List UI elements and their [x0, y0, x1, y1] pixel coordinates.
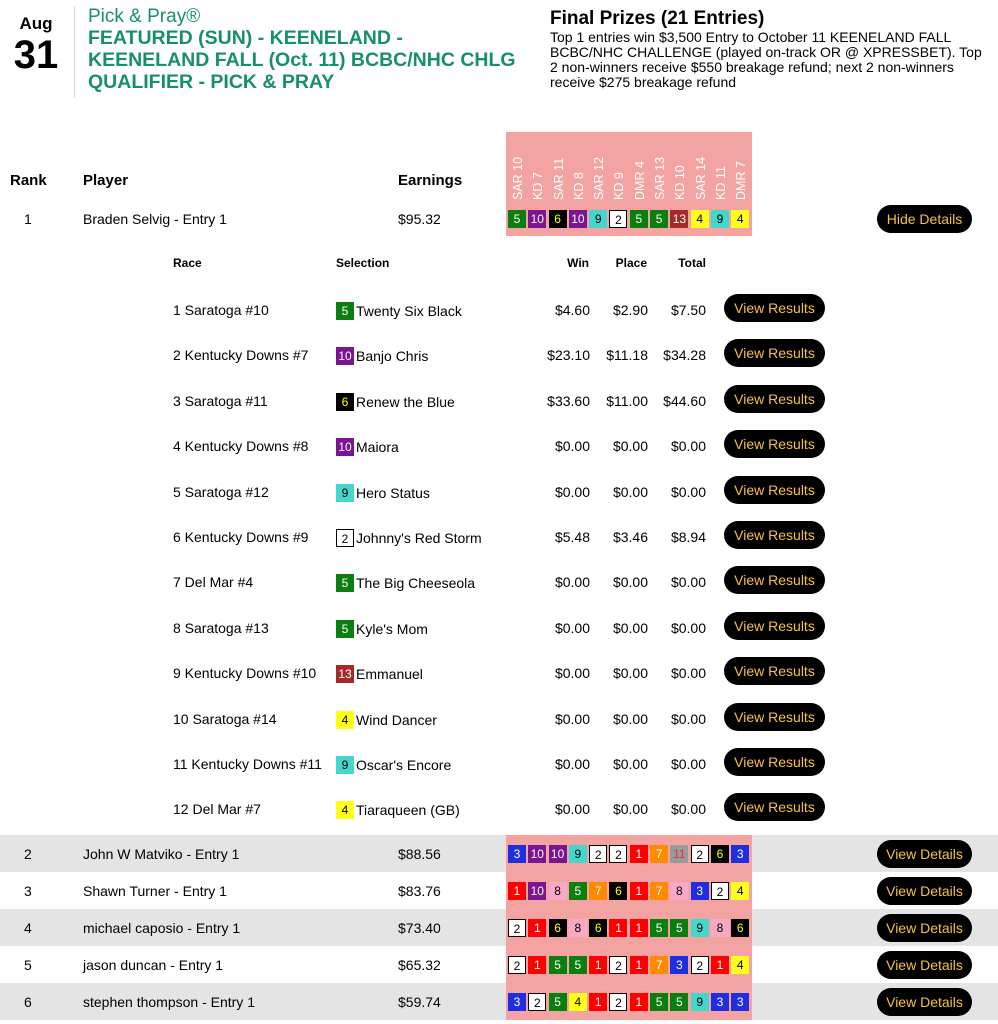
horse-name: Tiaraqueen (GB) — [356, 802, 460, 819]
pick-number: 8 — [549, 882, 567, 900]
view-results-button[interactable]: View Results — [724, 339, 825, 367]
leaderboard-row — [0, 983, 998, 1020]
rank-cell: 2 — [24, 845, 32, 862]
detail-win: $23.10 — [547, 347, 590, 364]
detail-total: $0.00 — [670, 801, 706, 818]
detail-place: $2.90 — [612, 302, 648, 318]
detail-place: $0.00 — [612, 665, 648, 682]
race-header-label: DMR 4 — [632, 161, 647, 200]
race-header-label: DMR 7 — [734, 161, 749, 200]
detail-total: $7.50 — [670, 302, 706, 318]
earnings-cell: $65.32 — [398, 956, 441, 973]
race-header — [569, 132, 589, 202]
detail-win-header: Win — [567, 256, 589, 270]
pick-number: 3 — [731, 993, 749, 1011]
detail-place: $0.00 — [612, 574, 648, 591]
horse-name: Wind Dancer — [356, 711, 437, 728]
detail-selection — [336, 756, 451, 774]
detail-row — [0, 424, 998, 469]
view-results-button[interactable]: View Results — [724, 748, 825, 776]
player-name: Braden Selvig - Entry 1 — [83, 211, 227, 227]
rank-cell: 3 — [24, 882, 32, 899]
race-header — [528, 132, 548, 202]
detail-selection — [336, 801, 460, 819]
pick-number: 3 — [508, 845, 526, 863]
pick-number: 10 — [528, 845, 546, 863]
earnings-cell: $59.74 — [398, 993, 441, 1010]
race-header — [589, 132, 609, 202]
player-name: Shawn Turner - Entry 1 — [83, 882, 227, 899]
race-header-label: SAR 10 — [511, 156, 525, 200]
detail-win: $0.00 — [554, 665, 590, 682]
pick-number: 5 — [569, 882, 587, 900]
pick-number: 2 — [589, 845, 607, 863]
race-header — [609, 132, 629, 202]
contest-name: FEATURED (SUN) - KEENELAND - KEENELAND FALL (Oct. 11) BCBC/NHC CHLG QUALIFIER - PICK & PRAY — [88, 27, 516, 93]
detail-selection — [336, 620, 428, 638]
pick-number: 1 — [589, 993, 607, 1011]
detail-race: 10 Saratoga #14 — [173, 710, 277, 727]
rank-cell: 1 — [24, 211, 32, 227]
detail-row — [0, 742, 998, 787]
detail-race: 11 Kentucky Downs #11 — [173, 756, 322, 772]
entry-picks — [506, 983, 752, 1020]
view-results-button[interactable]: View Results — [724, 476, 825, 504]
pick-number: 3 — [691, 882, 709, 900]
pick-number: 5 — [630, 210, 648, 228]
earnings-cell: $88.56 — [398, 845, 441, 862]
pick-number: 8 — [569, 919, 587, 937]
rank-cell: 5 — [24, 956, 32, 973]
selection-number: 5 — [336, 574, 354, 592]
rank-column-header: Rank — [10, 172, 47, 189]
detail-place: $0.00 — [612, 483, 648, 500]
detail-race-header: Race — [173, 256, 202, 270]
pick-number: 2 — [609, 845, 627, 863]
prizes-description: Top 1 entries win $3,500 Entry to October 11 KEENELAND FALL BCBC/NHC CHALLENGE (played on-track OR @ XPRESSBET). Top 2 non-winners receive $550 breakage refund; next 2 non-winners receive $275 breakage refund — [550, 29, 982, 90]
contest-title — [88, 6, 518, 93]
detail-total: $34.28 — [663, 347, 706, 364]
detail-race: 1 Saratoga #10 — [173, 302, 269, 318]
entry-picks — [506, 946, 752, 983]
pick-number: 10 — [569, 210, 587, 228]
player-name: stephen thompson - Entry 1 — [83, 993, 255, 1010]
detail-total: $0.00 — [670, 756, 706, 772]
detail-total: $0.00 — [670, 438, 706, 455]
pick-number: 5 — [670, 919, 688, 937]
detail-place: $0.00 — [612, 438, 648, 455]
pick-number: 6 — [609, 882, 627, 900]
detail-row — [0, 560, 998, 605]
detail-place: $0.00 — [612, 756, 648, 772]
detail-total-header: Total — [678, 256, 706, 270]
view-results-button[interactable]: View Results — [724, 612, 825, 640]
detail-win: $0.00 — [554, 438, 590, 455]
pick-number: 8 — [670, 882, 688, 900]
pick-number: 2 — [711, 882, 729, 900]
event-day: 31 — [13, 33, 59, 77]
horse-name: The Big Cheeseola — [356, 575, 476, 592]
detail-row — [0, 515, 998, 560]
pick-number: 2 — [508, 956, 526, 974]
selection-number: 10 — [336, 347, 354, 365]
pick-number: 10 — [549, 845, 567, 863]
detail-place: $11.00 — [606, 392, 648, 409]
earnings-cell: $83.76 — [398, 882, 441, 899]
contest-type: Pick & Pray® — [88, 6, 201, 27]
detail-row — [0, 606, 998, 651]
pick-number: 3 — [670, 956, 688, 974]
view-results-button[interactable]: View Results — [724, 385, 825, 413]
pick-number: 5 — [549, 993, 567, 1011]
detail-row — [0, 288, 998, 333]
pick-number: 1 — [630, 845, 648, 863]
pick-number: 5 — [670, 993, 688, 1011]
detail-race: 12 Del Mar #7 — [173, 801, 261, 818]
pick-number: 1 — [630, 993, 648, 1011]
pick-number: 10 — [528, 882, 546, 900]
pick-number: 5 — [508, 210, 526, 228]
leaderboard-row — [0, 835, 998, 872]
detail-selection — [336, 574, 475, 592]
race-header — [650, 132, 670, 202]
race-header-label: KD 10 — [673, 165, 688, 200]
detail-place: $0.00 — [612, 801, 648, 818]
horse-name: Renew the Blue — [356, 393, 455, 410]
horse-name: Kyle's Mom — [356, 620, 428, 637]
view-results-button[interactable]: View Results — [724, 703, 825, 731]
pick-number: 7 — [650, 845, 668, 863]
race-header-label: KD 8 — [571, 172, 586, 200]
race-header — [731, 132, 751, 202]
pick-number: 1 — [528, 919, 546, 937]
pick-number: 7 — [650, 956, 668, 974]
pick-number: 5 — [569, 956, 587, 974]
pick-number: 6 — [549, 919, 567, 937]
event-month: Aug — [19, 14, 53, 33]
race-header-label: KD 7 — [531, 172, 546, 200]
detail-win: $0.00 — [554, 801, 590, 818]
pick-number: 2 — [508, 919, 526, 937]
detail-race: 5 Saratoga #12 — [173, 483, 269, 500]
leaderboard-row — [0, 202, 998, 236]
view-details-button[interactable]: View Details — [877, 914, 972, 942]
horse-name: Hero Status — [356, 484, 430, 501]
hide-details-button[interactable]: Hide Details — [877, 205, 972, 233]
pick-number: 4 — [731, 210, 749, 228]
detail-win: $4.60 — [554, 302, 590, 318]
detail-selection-header: Selection — [336, 256, 390, 270]
entry-picks — [506, 835, 752, 872]
pick-number: 5 — [549, 956, 567, 974]
detail-win: $0.00 — [554, 756, 590, 772]
event-date — [8, 14, 64, 76]
horse-name: Maiora — [356, 439, 399, 456]
pick-number: 2 — [609, 956, 627, 974]
header-divider — [74, 6, 75, 98]
detail-race: 9 Kentucky Downs #10 — [173, 665, 317, 682]
selection-number: 4 — [336, 711, 354, 729]
pick-number: 2 — [609, 210, 627, 228]
detail-total: $44.60 — [663, 392, 706, 409]
detail-total: $0.00 — [670, 619, 706, 636]
race-header-label: SAR 13 — [653, 156, 668, 200]
pick-number: 10 — [528, 210, 546, 228]
detail-row — [0, 787, 998, 832]
entry-picks — [506, 872, 752, 909]
detail-race: 6 Kentucky Downs #9 — [173, 529, 309, 545]
view-results-button[interactable]: View Results — [724, 793, 825, 821]
pick-number: 9 — [691, 993, 709, 1011]
pick-number: 13 — [670, 210, 688, 228]
pick-number: 1 — [711, 956, 729, 974]
pick-number: 4 — [691, 210, 709, 228]
player-name: michael caposio - Entry 1 — [83, 919, 241, 936]
detail-place: $0.00 — [612, 710, 648, 727]
selection-number: 4 — [336, 801, 354, 819]
rank-cell: 6 — [24, 993, 32, 1010]
view-results-button[interactable]: View Results — [724, 294, 825, 322]
detail-selection — [336, 665, 423, 683]
pick-number: 5 — [650, 993, 668, 1011]
race-header — [630, 132, 650, 202]
selection-number: 9 — [336, 484, 354, 502]
race-header — [711, 132, 731, 202]
pick-number: 3 — [711, 993, 729, 1011]
pick-number: 4 — [569, 993, 587, 1011]
pick-number: 2 — [528, 993, 546, 1011]
detail-race: 4 Kentucky Downs #8 — [173, 438, 309, 455]
pick-number: 5 — [650, 210, 668, 228]
race-header — [508, 132, 528, 202]
pick-number: 9 — [711, 210, 729, 228]
leaderboard-row — [0, 946, 998, 983]
race-header-label: KD 9 — [612, 172, 627, 200]
detail-row — [0, 470, 998, 515]
player-name: jason duncan - Entry 1 — [83, 956, 224, 973]
view-details-button[interactable]: View Details — [877, 840, 972, 868]
pick-number: 2 — [691, 845, 709, 863]
selection-number: 13 — [336, 665, 354, 683]
earnings-cell: $73.40 — [398, 919, 441, 936]
pick-number: 9 — [589, 210, 607, 228]
pick-number: 5 — [650, 919, 668, 937]
leaderboard-row — [0, 909, 998, 946]
pick-number: 6 — [589, 919, 607, 937]
pick-number: 11 — [670, 845, 688, 863]
pick-number: 6 — [711, 845, 729, 863]
entry-picks — [506, 909, 752, 946]
detail-race: 2 Kentucky Downs #7 — [173, 347, 309, 364]
view-results-button[interactable]: View Results — [724, 566, 825, 594]
detail-win: $5.48 — [554, 529, 590, 545]
detail-selection — [336, 438, 399, 456]
race-header-label: SAR 11 — [551, 157, 566, 200]
detail-win: $0.00 — [554, 619, 590, 636]
prizes-heading: Final Prizes (21 Entries) — [550, 8, 765, 29]
detail-place-header: Place — [615, 256, 647, 270]
horse-name: Twenty Six Black — [356, 303, 462, 319]
pick-number: 9 — [691, 919, 709, 937]
pick-number: 1 — [589, 956, 607, 974]
selection-number: 10 — [336, 438, 354, 456]
detail-race: 8 Saratoga #13 — [173, 619, 269, 636]
view-results-button[interactable]: View Results — [724, 657, 825, 685]
selection-number: 2 — [336, 529, 354, 547]
race-header — [549, 132, 569, 202]
view-details-button[interactable]: View Details — [877, 877, 972, 905]
detail-selection — [336, 302, 462, 320]
detail-total: $8.94 — [670, 529, 706, 545]
detail-place: $3.46 — [612, 529, 648, 545]
race-header — [670, 132, 690, 202]
pick-number: 1 — [630, 882, 648, 900]
race-header-label: SAR 12 — [592, 156, 607, 200]
detail-place: $11.18 — [606, 347, 648, 364]
view-results-button[interactable]: View Results — [724, 430, 825, 458]
pick-number: 1 — [630, 919, 648, 937]
detail-selection — [336, 347, 428, 365]
detail-row — [0, 697, 998, 742]
detail-win: $0.00 — [554, 574, 590, 591]
pick-number: 1 — [609, 919, 627, 937]
detail-total: $0.00 — [670, 483, 706, 500]
view-results-button[interactable]: View Results — [724, 521, 825, 549]
race-header-label: KD 11 — [713, 166, 728, 200]
detail-total: $0.00 — [670, 710, 706, 727]
detail-selection — [336, 711, 437, 729]
detail-win: $0.00 — [554, 710, 590, 727]
player-name: John W Matviko - Entry 1 — [83, 845, 240, 862]
selection-number: 6 — [336, 393, 354, 411]
pick-number: 2 — [691, 956, 709, 974]
selection-number: 9 — [336, 756, 354, 774]
rank-cell: 4 — [24, 919, 32, 936]
prizes-panel — [550, 8, 990, 90]
horse-name: Banjo Chris — [356, 348, 429, 365]
pick-number: 9 — [569, 845, 587, 863]
detail-win: $33.60 — [547, 392, 590, 409]
pick-number: 7 — [589, 882, 607, 900]
detail-selection — [336, 393, 455, 411]
detail-win: $0.00 — [554, 483, 590, 500]
selection-number: 5 — [336, 302, 354, 320]
pick-number: 4 — [731, 882, 749, 900]
view-details-button[interactable]: View Details — [877, 951, 972, 979]
horse-name: Johnny's Red Storm — [356, 530, 482, 546]
pick-number: 6 — [731, 919, 749, 937]
earnings-column-header: Earnings — [398, 172, 463, 189]
earnings-cell: $95.32 — [398, 211, 441, 227]
pick-number: 3 — [731, 845, 749, 863]
detail-total: $0.00 — [670, 665, 706, 682]
pick-number: 2 — [609, 993, 627, 1011]
detail-selection — [336, 484, 430, 502]
detail-race: 3 Saratoga #11 — [173, 392, 268, 409]
race-header — [691, 132, 711, 202]
pick-number: 1 — [508, 882, 526, 900]
race-header-label: SAR 14 — [693, 156, 708, 200]
pick-number: 1 — [630, 956, 648, 974]
detail-selection — [336, 529, 482, 547]
pick-number: 7 — [650, 882, 668, 900]
entry-picks — [506, 202, 752, 236]
race-headers — [506, 132, 752, 202]
detail-place: $0.00 — [612, 619, 648, 636]
horse-name: Emmanuel — [356, 666, 423, 683]
pick-number: 1 — [528, 956, 546, 974]
selection-number: 5 — [336, 620, 354, 638]
detail-race: 7 Del Mar #4 — [173, 574, 254, 591]
detail-row — [0, 651, 998, 696]
pick-number: 8 — [711, 919, 729, 937]
detail-row — [0, 333, 998, 378]
player-column-header: Player — [83, 172, 129, 189]
detail-row — [0, 379, 998, 424]
leaderboard-row — [0, 872, 998, 909]
pick-number: 6 — [549, 210, 567, 228]
pick-number: 3 — [508, 993, 526, 1011]
pick-number: 4 — [731, 956, 749, 974]
horse-name: Oscar's Encore — [356, 757, 452, 773]
view-details-button[interactable]: View Details — [877, 988, 972, 1016]
detail-total: $0.00 — [670, 574, 706, 591]
